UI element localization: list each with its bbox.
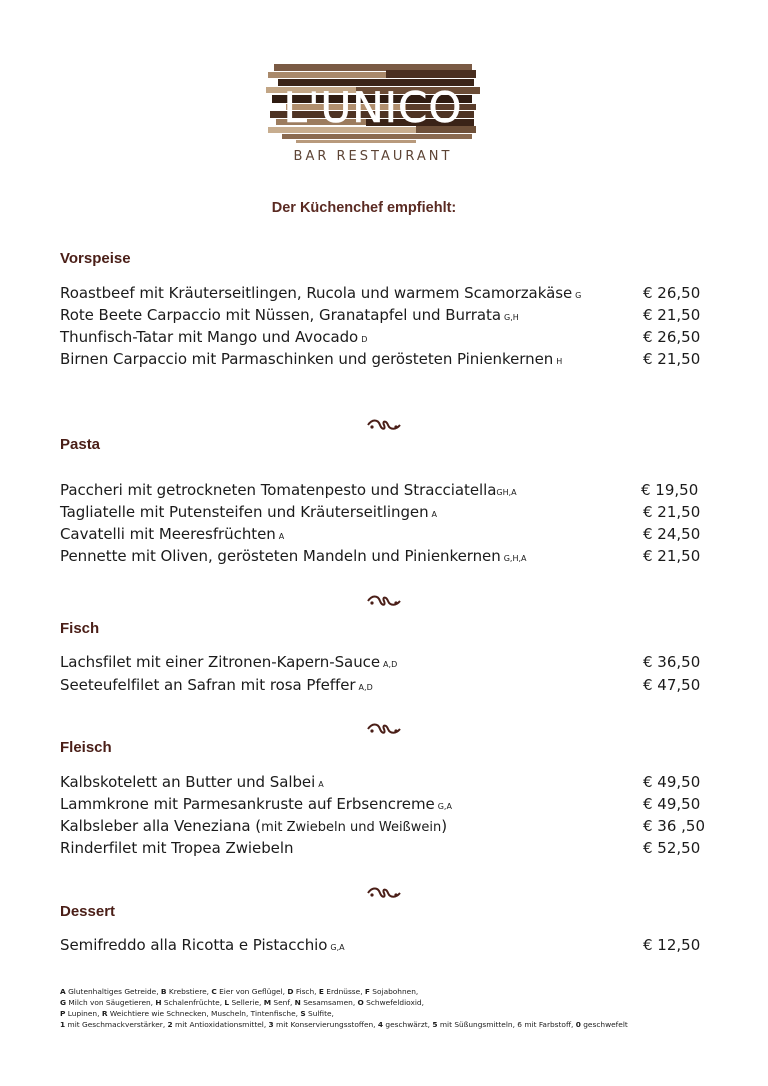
menu-item — [60, 326, 700, 348]
menu-item-allergens: A,D — [358, 683, 373, 692]
menu-item-name: Lammkrone mit Parmesankruste auf Erbsencreme — [60, 795, 435, 813]
menu-item-price: € 49,50 — [643, 795, 701, 813]
legend-key: 4 — [377, 1020, 384, 1029]
legend-text: Milch von Säugetieren, — [66, 998, 156, 1007]
divider-ornament-icon — [0, 592, 768, 611]
menu-item-name: Pennette mit Oliven, gerösteten Mandeln und Pinienkernen — [60, 547, 501, 565]
menu-item — [60, 545, 700, 567]
menu-item-price: € 47,50 — [643, 676, 701, 694]
menu-item-price: € 19,50 — [641, 481, 699, 499]
menu-item-name: Seeteufelfilet an Safran mit rosa Pfeffer — [60, 676, 356, 694]
legend-key: G — [60, 998, 67, 1007]
legend-text: Schwefeldioxid, — [363, 998, 424, 1007]
menu-item-name: Kalbsleber alla Veneziana ( — [60, 817, 262, 835]
menu-item — [60, 771, 700, 793]
menu-item-name: Rote Beete Carpaccio mit Nüssen, Granatapfel und Burrata — [60, 306, 501, 324]
divider-ornament-icon — [0, 416, 768, 435]
legend-text: Sesamsamen, — [300, 998, 358, 1007]
legend-text: Sojabohnen, — [369, 987, 419, 996]
menu-item — [60, 523, 700, 545]
menu-item-price: € 21,50 — [643, 503, 701, 521]
menu-item-price: € 21,50 — [643, 547, 701, 565]
legend-key: 2 — [167, 1020, 173, 1029]
menu-item-allergens: H — [556, 357, 563, 366]
legend-key: 3 — [268, 1020, 274, 1029]
legend-text: Sellerie, — [229, 998, 264, 1007]
menu-item — [60, 348, 700, 370]
legend-key: O — [357, 998, 364, 1007]
legend-key: P — [60, 1009, 66, 1018]
legend-key: R — [101, 1009, 108, 1018]
legend-text: Fisch, — [293, 987, 319, 996]
menu-item-allergens: A — [318, 780, 324, 789]
menu-item — [60, 837, 700, 859]
menu-item-allergens: GH,A — [496, 488, 517, 497]
restaurant-logo — [266, 60, 480, 166]
menu-item-name: Birnen Carpaccio mit Parmaschinken und gerösteten Pinienkernen — [60, 350, 554, 368]
section-title-dessert: Dessert — [60, 903, 116, 920]
menu-item-allergens: A — [278, 532, 285, 541]
legend-key: B — [160, 987, 167, 996]
logo-text: L'UNICO — [283, 83, 463, 132]
divider-ornament-icon — [0, 884, 768, 903]
menu-item-name: Cavatelli mit Meeresfrüchten — [60, 525, 276, 543]
legend-key: N — [294, 998, 301, 1007]
menu-item-price: € 24,50 — [643, 525, 701, 543]
menu-item-allergens: D — [361, 335, 368, 344]
menu-item-allergens: G — [575, 291, 582, 300]
menu-item-price: € 52,50 — [643, 839, 701, 857]
menu-item-name: Lachsfilet mit einer Zitronen-Kapern-Sauce — [60, 653, 381, 671]
legend-line-3 — [60, 1008, 720, 1019]
legend-line-4 — [60, 1019, 720, 1030]
menu-item-price: € 21,50 — [643, 350, 701, 368]
legend-text: mit Konservierungsstoffen, — [273, 1020, 378, 1029]
menu-item — [60, 304, 700, 326]
legend-text: mit Geschmackverstärker, — [65, 1020, 168, 1029]
legend-text: geschwärzt, — [383, 1020, 433, 1029]
menu-item-name: Kalbskotelett an Butter und Salbei — [60, 773, 316, 791]
legend-text: Lupinen, — [65, 1009, 102, 1018]
legend-line-2 — [60, 997, 720, 1008]
menu-item — [60, 674, 700, 696]
menu-item-price: € 12,50 — [643, 936, 701, 954]
legend-text: Schalenfrüchte, — [161, 998, 225, 1007]
legend-text: Senf, — [271, 998, 295, 1007]
menu-item-name: Semifreddo alla Ricotta e Pistacchio — [60, 936, 328, 954]
menu-item-price: € 49,50 — [643, 773, 701, 791]
legend-key: L — [224, 998, 230, 1007]
legend-key: 5 — [432, 1020, 438, 1029]
legend-key: D — [287, 987, 294, 996]
logo-wood-planks-graphic — [266, 60, 480, 146]
menu-item-allergens: A,D — [383, 660, 398, 669]
legend-key: 0 — [575, 1020, 581, 1029]
menu-item — [60, 651, 700, 673]
menu-item-name: Tagliatelle mit Putensteifen und Kräuterseitlingen — [60, 503, 429, 521]
menu-item-allergens: A — [431, 510, 438, 519]
legend-text: Weichtiere wie Schnecken, Muscheln, Tintenfische, — [107, 1009, 301, 1018]
legend-text: Krebstiere, — [166, 987, 212, 996]
chef-recommends-heading: Der Küchenchef empfiehlt: — [271, 200, 457, 216]
legend-text: Sulfite, — [305, 1009, 334, 1018]
menu-item-name: Roastbeef mit Kräuterseitlingen, Rucola und warmem Scamorzakäse — [60, 284, 573, 302]
menu-item-allergens: G,A — [437, 802, 452, 811]
menu-item — [60, 815, 706, 837]
section-title-fleisch: Fleisch — [60, 739, 112, 756]
legend-key: E — [318, 987, 324, 996]
menu-item-price: € 36 ,50 — [643, 817, 706, 835]
menu-item-price: € 26,50 — [643, 328, 701, 346]
menu-item-allergens: G,H,A — [503, 554, 527, 563]
section-title-vorspeise: Vorspeise — [60, 250, 131, 267]
menu-item-price: € 26,50 — [643, 284, 701, 302]
legend-key: H — [155, 998, 162, 1007]
menu-item — [60, 282, 700, 304]
menu-item — [60, 934, 700, 956]
allergen-legend — [60, 986, 720, 1030]
legend-text: mit Antioxidationsmittel, — [172, 1020, 269, 1029]
section-title-fisch: Fisch — [60, 620, 100, 637]
legend-key: 1 — [60, 1020, 66, 1029]
legend-key: A — [60, 987, 66, 996]
legend-key: S — [300, 1009, 306, 1018]
menu-item-allergens: G,A — [330, 943, 345, 952]
legend-text: Eier von Geflügel, — [216, 987, 288, 996]
menu-item-name-end: ) — [441, 817, 448, 835]
legend-key: M — [263, 998, 272, 1007]
menu-item-name: Paccheri mit getrockneten Tomatenpesto und Stracciatella — [60, 481, 497, 499]
legend-text: Erdnüsse, — [323, 987, 365, 996]
legend-key: F — [364, 987, 370, 996]
menu-item-price: € 36,50 — [643, 653, 701, 671]
menu-item — [60, 501, 700, 523]
section-title-pasta: Pasta — [60, 436, 101, 453]
menu-item-price: € 21,50 — [643, 306, 701, 324]
logo-subtitle: BAR RESTAURANT — [293, 149, 453, 164]
menu-item-note: mit Zwiebeln und Weißwein — [261, 820, 442, 835]
menu-item — [60, 479, 700, 501]
legend-line-1 — [60, 986, 720, 997]
divider-ornament-icon — [0, 720, 768, 739]
legend-text: geschwefelt — [580, 1020, 628, 1029]
legend-key: C — [211, 987, 217, 996]
legend-text: Glutenhaltiges Getreide, — [65, 987, 161, 996]
menu-item-allergens: G,H — [504, 313, 519, 322]
legend-text: mit Süßungsmitteln, 6 mit Farbstoff, — [437, 1020, 576, 1029]
menu-item — [60, 793, 700, 815]
menu-item-name: Rinderfilet mit Tropea Zwiebeln — [60, 839, 294, 857]
menu-item-name: Thunfisch-Tatar mit Mango und Avocado — [60, 328, 359, 346]
